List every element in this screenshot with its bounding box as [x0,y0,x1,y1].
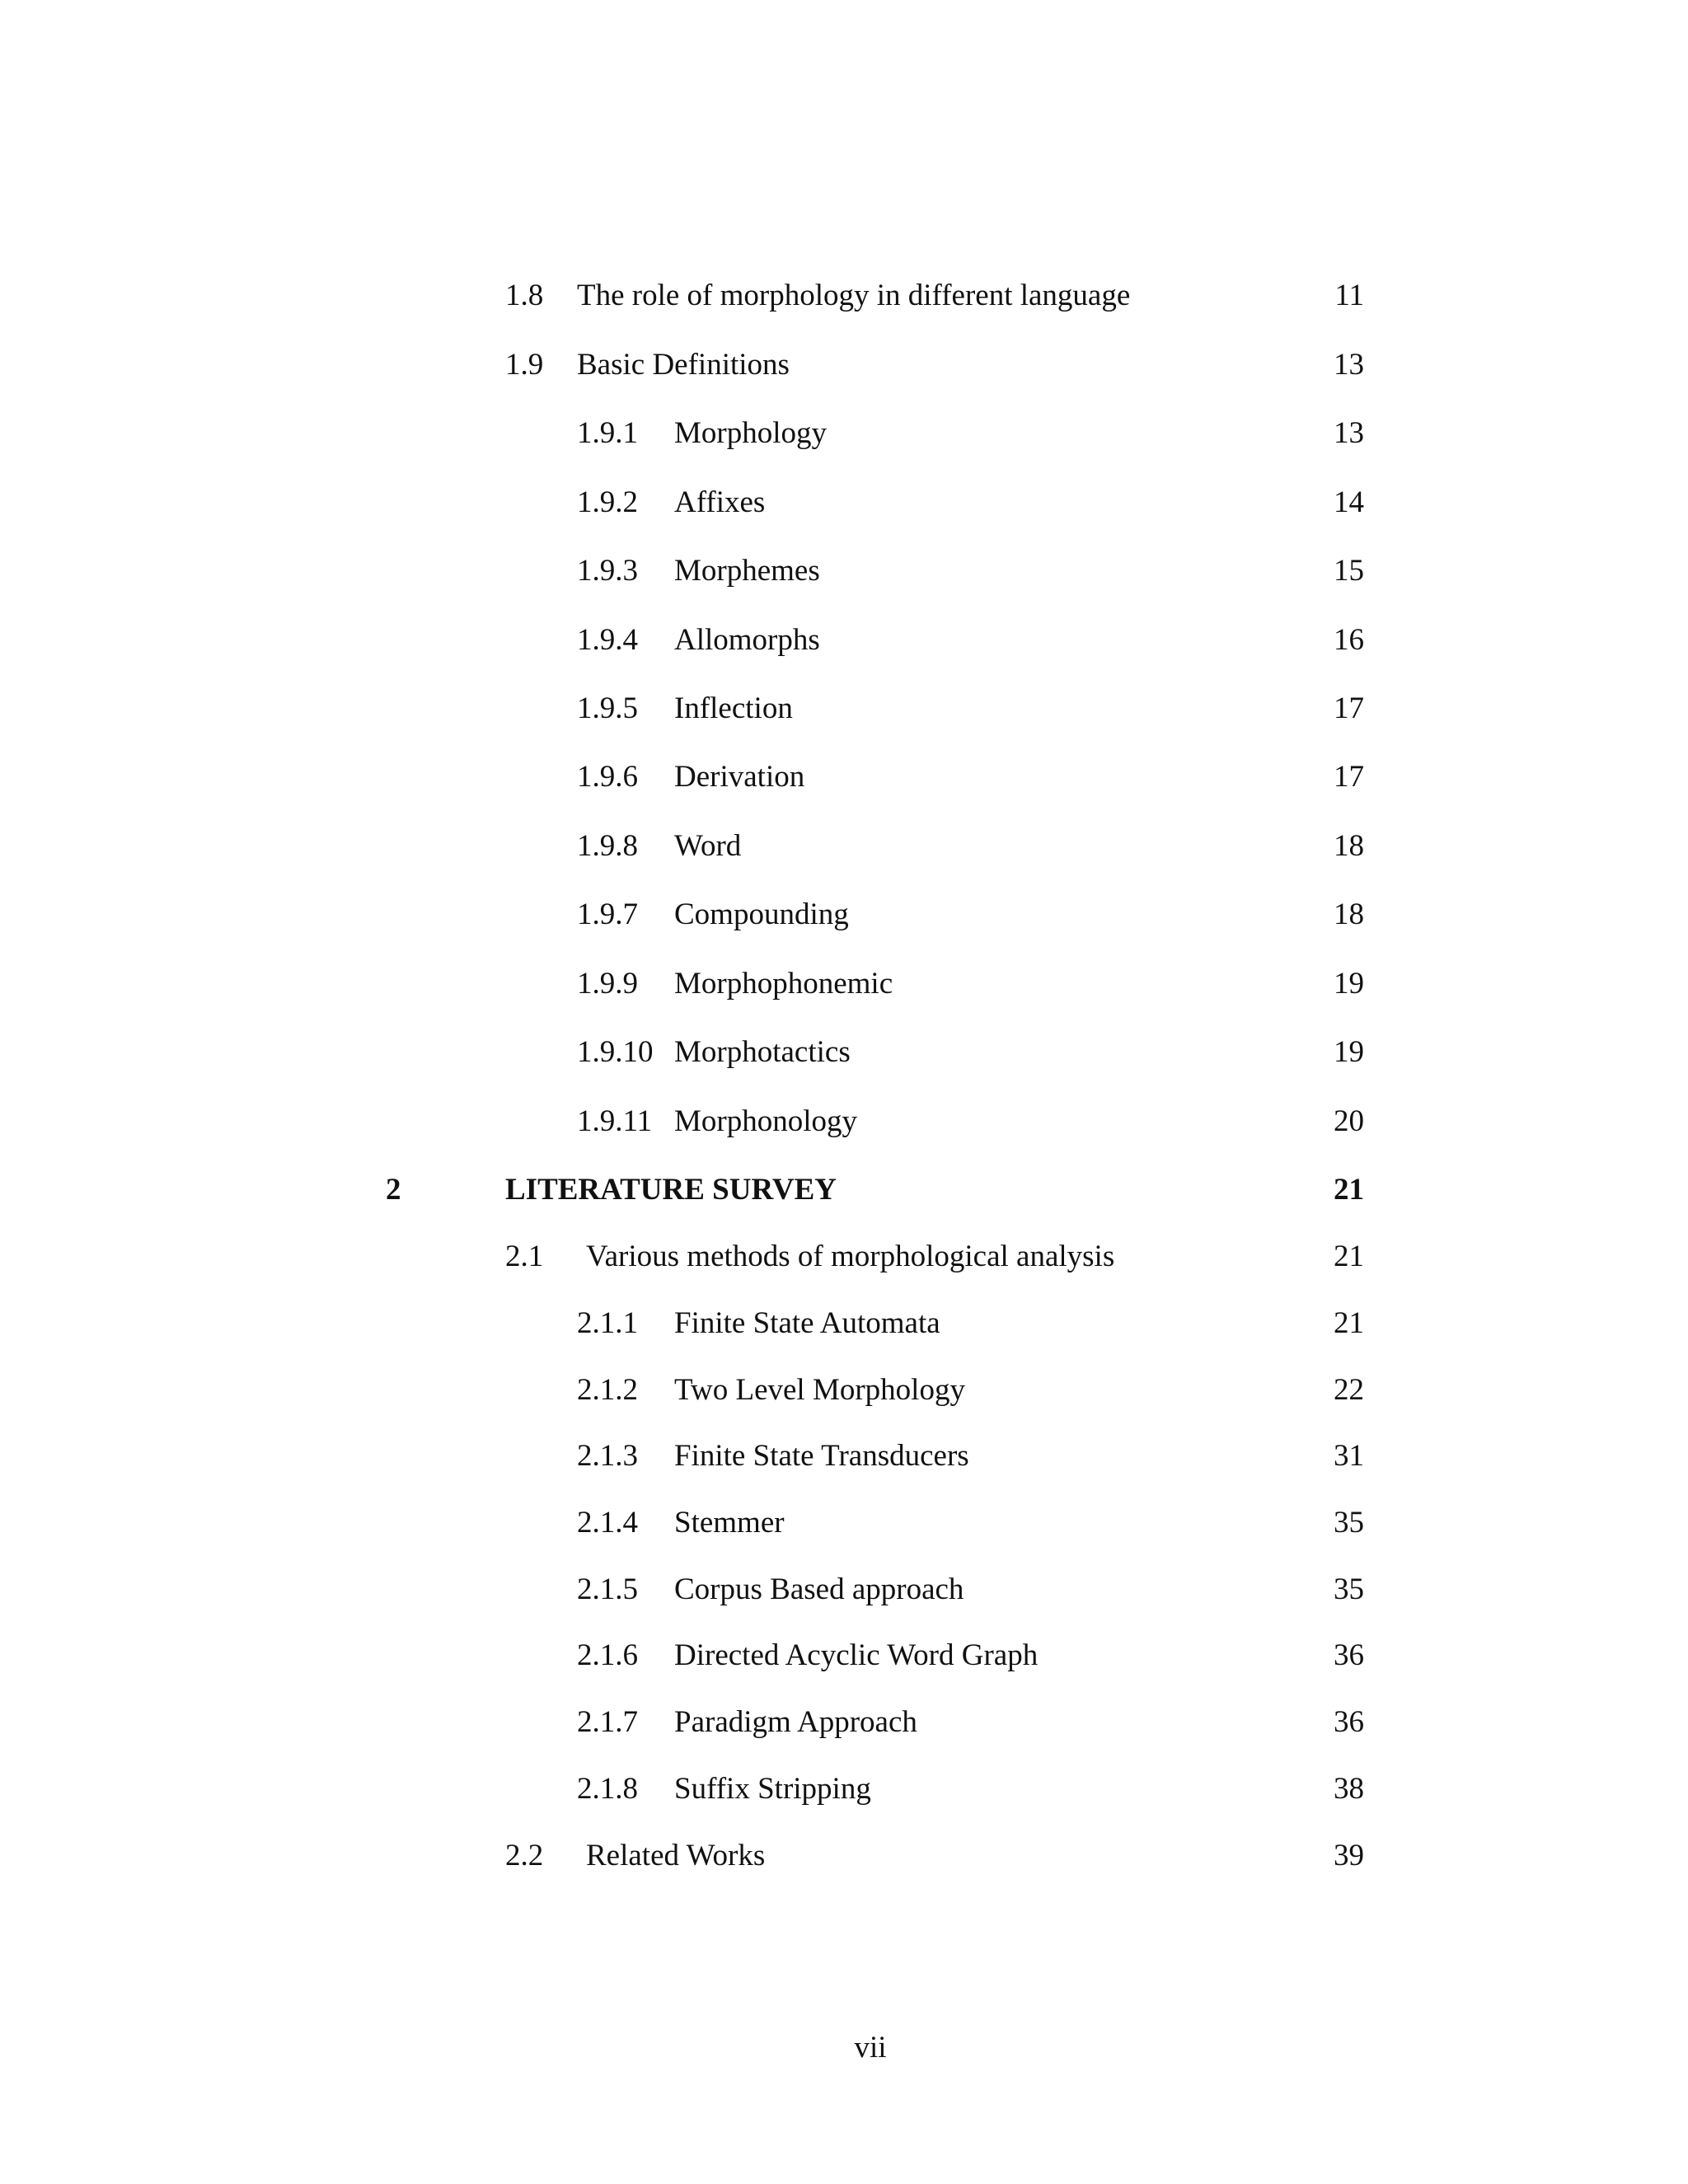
toc-entry-title: Basic Definitions [577,348,790,382]
toc-entry-title: Related Works [586,1839,766,1872]
toc-entry-number: 1.9.2 [577,485,638,519]
toc-entry-title: Affixes [674,485,766,519]
toc-entry-1-8 [0,271,1688,321]
toc-entry-2-1 [0,1232,1688,1282]
toc-entry-title: Morphophonemic [674,967,893,1001]
toc-entry-page: 21 [1334,1173,1364,1207]
toc-entry-1-9-4 [0,616,1688,665]
toc-entry-page: 22 [1334,1373,1364,1407]
toc-entry-2-1-6 [0,1631,1688,1680]
toc-entry-1-9-10 [0,1028,1688,1077]
toc-entry-page: 20 [1334,1104,1364,1138]
toc-entry-page: 31 [1334,1439,1364,1473]
toc-entry-2-2 [0,1831,1688,1881]
toc-entry-number: 1.9.10 [577,1035,654,1069]
toc-entry-1-9-9 [0,959,1688,1009]
toc-entry-title: Morphotactics [674,1035,851,1069]
toc-entry-number: 2.1.2 [577,1373,638,1407]
toc-entry-2-1-3 [0,1432,1688,1481]
toc-entry-number: 2.1 [505,1240,544,1273]
toc-entry-number: 1.9.5 [577,691,638,725]
toc-entry-1-9-6 [0,752,1688,802]
toc-entry-number: 2.1.1 [577,1306,638,1340]
toc-entry-page: 35 [1334,1506,1364,1540]
toc-entry-title: The role of morphology in different language [577,279,1131,312]
toc-entry-title: Finite State Transducers [674,1439,969,1473]
toc-entry-title: Various methods of morphological analysis [586,1240,1115,1273]
toc-entry-title: Corpus Based approach [674,1572,964,1606]
toc-entry-title: Morphology [674,416,827,450]
toc-entry-number: 2.1.7 [577,1705,638,1739]
toc-entry-title: Directed Acyclic Word Graph [674,1638,1039,1672]
toc-entry-title: Morphemes [674,554,820,588]
toc-entry-2-1-2 [0,1366,1688,1415]
toc-entry-1-9-5 [0,684,1688,733]
toc-entry-page: 35 [1334,1572,1364,1606]
toc-entry-number: 1.9.4 [577,623,638,657]
toc-entry-2-1-5 [0,1565,1688,1615]
toc-entry-page: 36 [1334,1638,1364,1672]
toc-entry-2-1-7 [0,1698,1688,1747]
toc-entry-page: 17 [1334,760,1364,794]
toc-entry-title: Stemmer [674,1506,785,1540]
toc-entry-page: 13 [1334,416,1364,450]
toc-entry-number: 1.9.6 [577,760,638,794]
toc-entry-chapter-2 [0,1165,1688,1215]
toc-entry-page: 18 [1334,829,1364,863]
toc-entry-1-9-1 [0,409,1688,458]
toc-entry-page: 19 [1334,1035,1364,1069]
toc-entry-number: 1.9.7 [577,898,638,931]
toc-entry-title: Suffix Stripping [674,1772,871,1806]
toc-entry-1-9-7 [0,890,1688,940]
toc-entry-page: 16 [1334,623,1364,657]
toc-entry-title: Allomorphs [674,623,820,657]
toc-entry-title: Paradigm Approach [674,1705,917,1739]
toc-entry-title: Two Level Morphology [674,1373,965,1407]
toc-entry-page: 38 [1334,1772,1364,1806]
toc-entry-2-1-1 [0,1299,1688,1348]
toc-entry-1-9-2 [0,478,1688,527]
toc-entry-page: 21 [1334,1306,1364,1340]
toc-entry-page: 36 [1334,1705,1364,1739]
toc-entry-number: 1.9.3 [577,554,638,588]
toc-entry-page: 15 [1334,554,1364,588]
toc-entry-2-1-4 [0,1498,1688,1548]
page-number-footer: vii [854,2031,887,2064]
toc-entry-number: 2.1.6 [577,1638,638,1672]
toc-entry-1-9-8 [0,822,1688,871]
toc-entry-title: LITERATURE SURVEY [505,1173,837,1207]
toc-entry-page: 21 [1334,1240,1364,1273]
toc-entry-number: 1.9.8 [577,829,638,863]
toc-entry-number: 2.1.4 [577,1506,638,1540]
toc-entry-page: 14 [1334,485,1364,519]
toc-entry-page: 19 [1334,967,1364,1001]
toc-entry-1-9-3 [0,546,1688,596]
toc-entry-title: Finite State Automata [674,1306,940,1340]
toc-entry-number: 2 [386,1173,401,1207]
toc-entry-number: 1.9.1 [577,416,638,450]
toc-entry-title: Compounding [674,898,849,931]
toc-entry-title: Morphonology [674,1104,857,1138]
toc-entry-number: 1.9.11 [577,1104,653,1138]
toc-entry-number: 2.2 [505,1839,544,1872]
toc-entry-title: Inflection [674,691,793,725]
toc-entry-number: 1.9 [505,348,544,382]
toc-entry-title: Derivation [674,760,805,794]
toc-entry-number: 1.8 [505,279,544,312]
toc-entry-1-9 [0,340,1688,390]
toc-entry-number: 2.1.8 [577,1772,638,1806]
toc-entry-page: 11 [1334,279,1364,312]
toc-entry-1-9-11 [0,1097,1688,1146]
toc-entry-number: 2.1.5 [577,1572,638,1606]
toc-entry-number: 2.1.3 [577,1439,638,1473]
toc-entry-2-1-8 [0,1765,1688,1814]
toc-entry-page: 18 [1334,898,1364,931]
toc-entry-page: 17 [1334,691,1364,725]
toc-entry-page: 13 [1334,348,1364,382]
toc-entry-title: Word [674,829,742,863]
toc-entry-page: 39 [1334,1839,1364,1872]
toc-entry-number: 1.9.9 [577,967,638,1001]
